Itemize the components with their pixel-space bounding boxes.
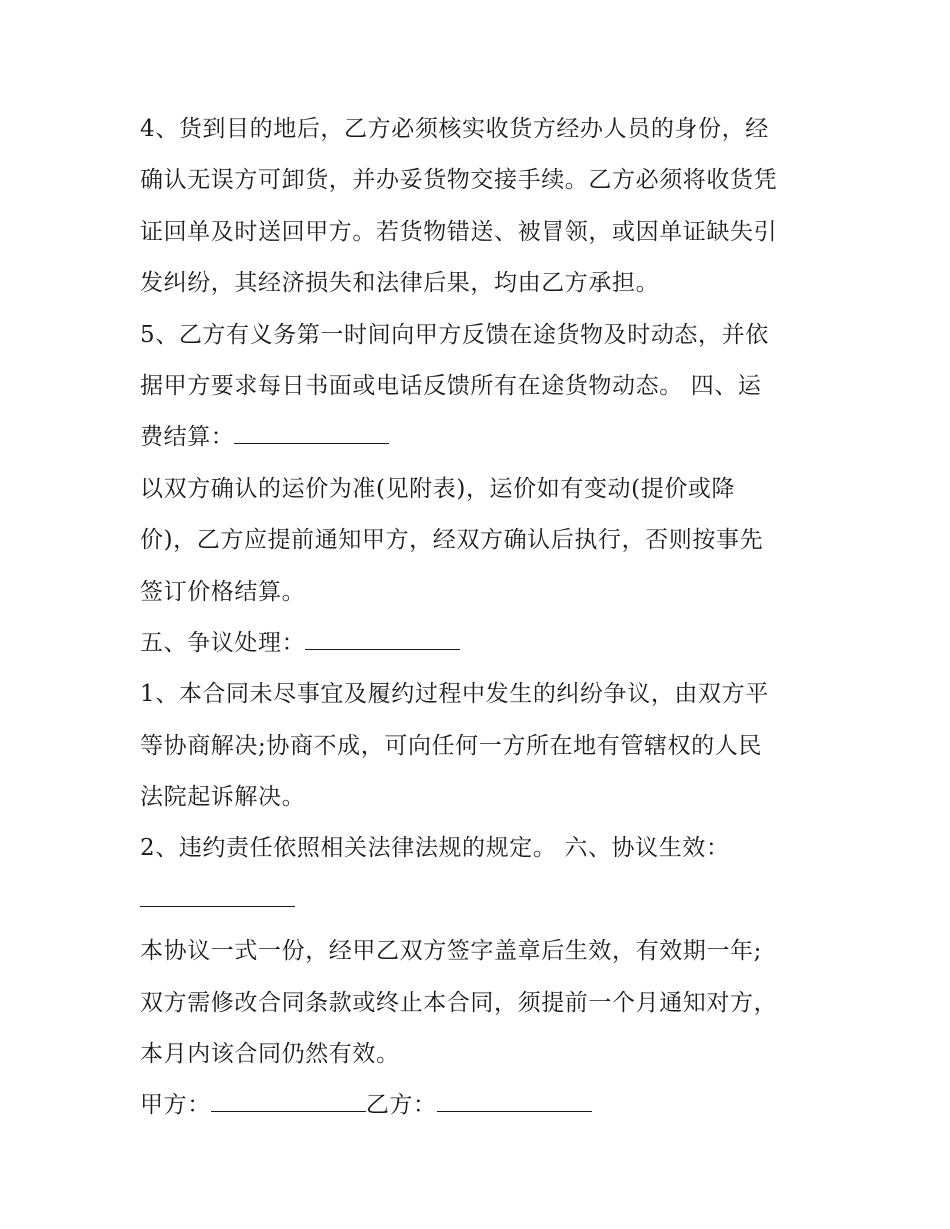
dispute-blank	[305, 627, 460, 650]
text-line: 确认无误方可卸货，并办妥货物交接手续。乙方必须将收货凭	[140, 167, 778, 194]
document-body	[140, 104, 820, 1132]
text-line: 2、违约责任依照相关法律法规的规定。 六、协议生效：	[140, 835, 730, 862]
party-a-label: 甲方：	[140, 1092, 211, 1119]
party-b-label: 乙方：	[365, 1092, 437, 1119]
text-line: 据甲方要求每日书面或电话反馈所有在途货物动态。 四、运	[140, 372, 762, 399]
text-line: 1、本合同未尽事宜及履约过程中发生的纠纷争议，由双方平	[140, 681, 769, 708]
text-line: 本月内该合同仍然有效。	[140, 1041, 400, 1068]
freight-settlement-line	[140, 412, 820, 463]
text-line: 双方需修改合同条款或终止本合同，须提前一个月通知对方，	[140, 989, 778, 1016]
signature-line	[140, 1080, 820, 1131]
party-a-signature-blank	[211, 1090, 366, 1113]
text-line: 本协议一式一份，经甲乙双方签字盖章后生效，有效期一年;	[140, 938, 762, 965]
text-line: 5、乙方有义务第一时间向甲方反馈在途货物及时动态，并依	[140, 321, 769, 348]
freight-settlement-blank	[234, 422, 389, 445]
text-line: 法院起诉解决。	[140, 784, 306, 811]
text-line: 4、货到目的地后，乙方必须核实收货方经办人员的身份，经	[140, 116, 769, 142]
party-b-signature-blank	[437, 1090, 592, 1113]
text-line: 发纠纷，其经济损失和法律后果，均由乙方承担。	[140, 270, 660, 297]
agreement-effective-blank	[140, 884, 295, 907]
dispute-heading: 五、争议处理：	[140, 629, 306, 656]
dispute-heading-line	[140, 618, 820, 669]
text-line: 以双方确认的运价为准(见附表)，运价如有变动(提价或降	[140, 475, 736, 502]
agreement-effective-blank-line	[140, 875, 820, 926]
freight-settlement-heading: 费结算：	[140, 424, 235, 451]
text-line: 等协商解决;协商不成，可向任何一方所在地有管辖权的人民	[140, 732, 762, 759]
text-line: 签订价格结算。	[140, 578, 306, 605]
text-line: 证回单及时送回甲方。若货物错送、被冒领，或因单证缺失引	[140, 218, 778, 245]
text-line: 价)，乙方应提前通知甲方，经双方确认后执行，否则按事先	[140, 527, 764, 554]
